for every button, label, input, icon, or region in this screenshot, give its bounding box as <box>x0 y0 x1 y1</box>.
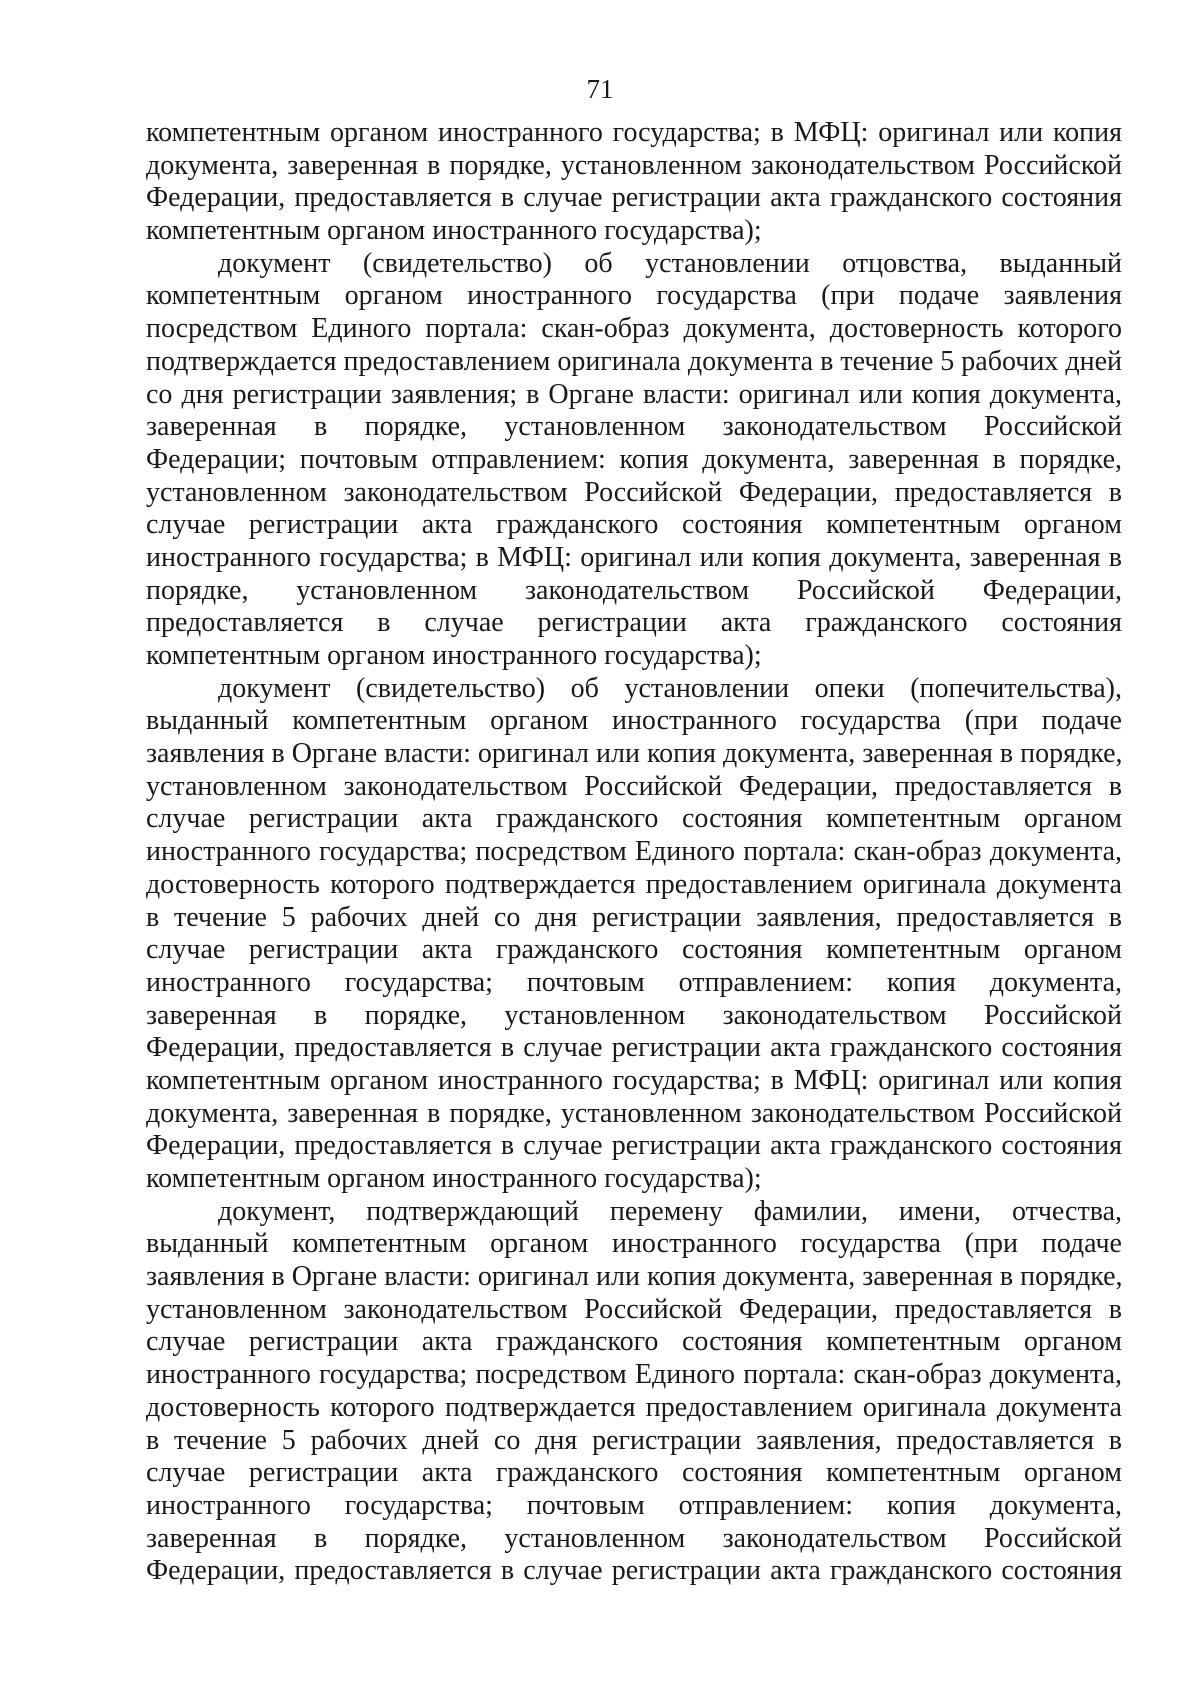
text-line: компетентным органом иностранного государства); <box>146 1163 762 1194</box>
text-line: случае регистрации акта гражданского состояния компетентным органом <box>146 934 1122 966</box>
text-line: Федерации, предоставляется в случае регистрации акта гражданского состояния <box>146 1555 1122 1587</box>
text-line: компетентным органом иностранного государства); <box>146 215 762 247</box>
text-line: достоверность которого подтверждается предоставлением оригинала документа <box>146 1391 1122 1423</box>
text-line: документа, заверенная в порядке, установленном законодательством Российской <box>146 1097 1122 1129</box>
text-line: иностранного государства; в МФЦ: оригинал или копия документа, заверенная в <box>146 541 1122 573</box>
text-line: предоставляется в случае регистрации акта гражданского состояния <box>146 607 1122 639</box>
text-line: достоверность которого подтверждается предоставлением оригинала документа <box>146 868 1122 900</box>
text-line: заверенная в порядке, установленном законодательством Российской <box>146 411 1122 443</box>
text-line: Федерации, предоставляется в случае регистрации акта гражданского состояния <box>146 1032 1122 1064</box>
text-line: Федерации; почтовым отправлением: копия документа, заверенная в порядке, <box>146 443 1122 475</box>
text-line: в течение 5 рабочих дней со дня регистрации заявления, предоставляется в <box>146 901 1122 933</box>
text-line: порядке, установленном законодательством Российской Федерации, <box>146 574 1122 606</box>
text-line: случае регистрации акта гражданского состояния компетентным органом <box>146 803 1122 835</box>
text-line: заверенная в порядке, установленном законодательством Российской <box>146 999 1122 1031</box>
text-line: подтверждается предоставлением оригинала документа в течение 5 рабочих дней <box>146 345 1122 377</box>
text-line: случае регистрации акта гражданского состояния компетентным органом <box>146 1326 1122 1358</box>
text-line: иностранного государства; почтовым отправлением: копия документа, <box>146 1489 1122 1521</box>
text-line: случае регистрации акта гражданского состояния компетентным органом <box>146 509 1122 541</box>
text-line: Федерации, предоставляется в случае регистрации акта гражданского состояния <box>146 1130 1122 1162</box>
text-line: заявления в Органе власти: оригинал или копия документа, заверенная в порядке, <box>146 1261 1123 1293</box>
text-line: установленном законодательством Российской Федерации, предоставляется в <box>146 1293 1122 1325</box>
paragraph-first-line: документ (свидетельство) об установлении опеки (попечительства), <box>218 672 1122 704</box>
document-body <box>146 117 1122 1588</box>
text-line: компетентным органом иностранного государства); <box>146 640 762 671</box>
text-line: случае регистрации акта гражданского состояния компетентным органом <box>146 1457 1122 1489</box>
text-line: компетентным органом иностранного государства; в МФЦ: оригинал или копия <box>146 117 1122 148</box>
text-line: заверенная в порядке, установленном законодательством Российской <box>146 1522 1122 1554</box>
page-number: 71 <box>586 74 614 104</box>
text-line: иностранного государства; почтовым отправлением: копия документа, <box>146 966 1122 998</box>
paragraph-first-line: документ, подтверждающий перемену фамилии, имени, отчества, <box>218 1195 1122 1227</box>
text-line: заявления в Органе власти: оригинал или копия документа, заверенная в порядке, <box>146 738 1123 770</box>
text-line: посредством Единого портала: скан-образ документа, достоверность которого <box>146 313 1122 345</box>
text-line: установленном законодательством Российской Федерации, предоставляется в <box>146 476 1122 508</box>
text-line: установленном законодательством Российской Федерации, предоставляется в <box>146 770 1122 802</box>
text-line: выданный компетентным органом иностранного государства (при подаче <box>146 705 1122 737</box>
text-line: в течение 5 рабочих дней со дня регистрации заявления, предоставляется в <box>146 1424 1122 1456</box>
text-line: Федерации, предоставляется в случае регистрации акта гражданского состояния <box>146 182 1122 214</box>
text-line: компетентным органом иностранного государства (при подаче заявления <box>146 280 1122 312</box>
text-line: иностранного государства; посредством Единого портала: скан-образ документа, <box>146 836 1122 868</box>
text-line: документа, заверенная в порядке, установленном законодательством Российской <box>146 149 1122 181</box>
text-line: со дня регистрации заявления; в Органе власти: оригинал или копия документа, <box>146 378 1122 410</box>
text-line: иностранного государства; посредством Единого портала: скан-образ документа, <box>146 1359 1122 1391</box>
paragraph-first-line: документ (свидетельство) об установлении отцовства, выданный <box>218 247 1122 279</box>
text-line: компетентным органом иностранного государства; в МФЦ: оригинал или копия <box>146 1064 1122 1096</box>
text-line: выданный компетентным органом иностранного государства (при подаче <box>146 1228 1122 1260</box>
